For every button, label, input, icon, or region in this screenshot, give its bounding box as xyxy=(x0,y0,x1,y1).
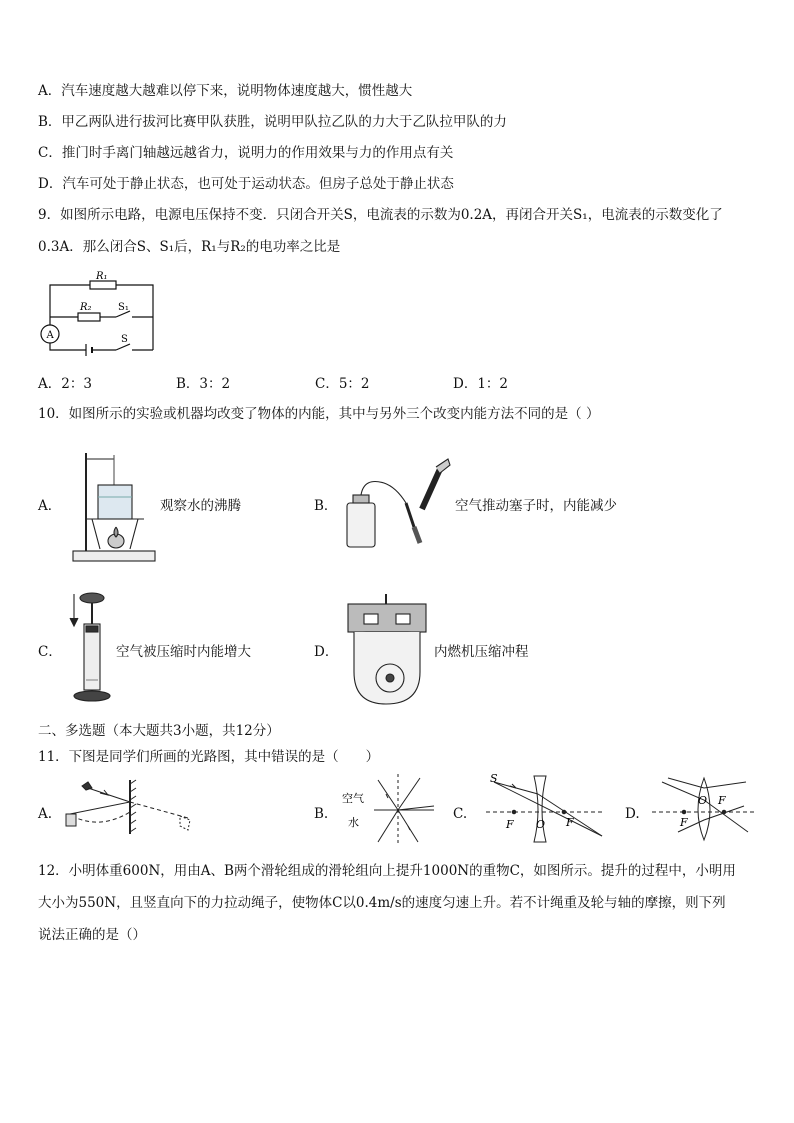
q10-a-caption: 观察水的沸腾 xyxy=(160,498,241,514)
q9-option-d: D．1：2 xyxy=(453,376,509,392)
label-o: O xyxy=(698,794,708,807)
q11-a-mirror-diagram xyxy=(60,776,200,838)
ammeter-label: A xyxy=(46,330,54,341)
q10-c-caption: 空气被压缩时内能增大 xyxy=(116,644,251,660)
label-s: S xyxy=(490,772,498,785)
label-f-left: F xyxy=(680,816,688,829)
q8-option-c: C．推门时手离门轴越远越省力，说明力的作用效果与力的作用点有关 xyxy=(38,145,454,161)
q9-option-b: B．3：2 xyxy=(176,376,231,392)
q11-b-refraction-diagram xyxy=(338,772,438,848)
q9-option-c: C．5：2 xyxy=(315,376,370,392)
label-f-right: F xyxy=(718,794,726,807)
label-r2: R₂ xyxy=(80,302,92,313)
label-s: S xyxy=(121,334,128,345)
q11-c-concave-lens-diagram xyxy=(480,772,605,844)
q10-b-bottle-pump xyxy=(344,455,454,553)
label-air: 空气 xyxy=(342,792,364,805)
q10-c-letter: C． xyxy=(38,644,62,660)
q11-d-convex-lens-diagram xyxy=(648,774,758,844)
label-f-left: F xyxy=(506,818,514,831)
q10-stem: 10．如图所示的实验或机器均改变了物体的内能，其中与另外三个改变内能方法不同的是（ ） xyxy=(38,406,600,422)
q10-d-letter: D． xyxy=(314,644,339,660)
label-o: O xyxy=(536,818,546,831)
label-water: 水 xyxy=(348,816,359,829)
resistor-r1 xyxy=(90,281,116,289)
q10-a-boiling-apparatus xyxy=(70,445,160,565)
q8-option-b: B．甲乙两队进行拔河比赛甲队获胜，说明甲队拉乙队的力大于乙队拉甲队的力 xyxy=(38,114,507,130)
q12-stem-line3: 说法正确的是（） xyxy=(38,927,146,943)
q12-stem-line2: 大小为550N，且竖直向下的力拉动绳子，使物体C以0.4m/s的速度匀速上升。若不计绳重及轮与轴的摩擦，则下列 xyxy=(38,895,726,911)
q11-d-letter: D. xyxy=(625,806,640,822)
q10-c-compression-cylinder xyxy=(64,590,112,705)
q8-option-d: D．汽车可处于静止状态，也可处于运动状态。但房子总处于静止状态 xyxy=(38,176,454,192)
q10-d-caption: 内燃机压缩冲程 xyxy=(434,644,529,660)
q10-a-letter: A． xyxy=(38,498,62,514)
q8-option-a: A．汽车速度越大越难以停下来，说明物体速度越大，惯性越大 xyxy=(38,83,413,99)
q10-b-letter: B． xyxy=(314,498,338,514)
q10-b-caption: 空气推动塞子时，内能减少 xyxy=(455,498,617,514)
label-s1: S₁ xyxy=(118,302,129,313)
q11-stem: 11．下图是同学们所画的光路图，其中错误的是（ ） xyxy=(38,749,380,765)
q9-option-a: A．2：3 xyxy=(38,376,92,392)
q11-b-letter: B. xyxy=(314,806,329,822)
resistor-r2 xyxy=(78,313,100,321)
q9-circuit-diagram xyxy=(38,270,163,360)
section2-heading: 二、多选题（本大题共3小题，共12分） xyxy=(38,723,280,739)
q9-stem-line1: 9．如图所示电路，电源电压保持不变．只闭合开关S，电流表的示数为0.2A，再闭合开关S₁，电流表的示数变化了 xyxy=(38,207,723,223)
q12-stem-line1: 12．小明体重600N，用由A、B两个滑轮组成的滑轮组向上提升1000N的重物C，如图所示。提升的过程中，小明用 xyxy=(38,863,736,879)
q10-d-engine xyxy=(342,592,432,710)
label-f-right: F xyxy=(566,816,574,829)
q11-c-letter: C. xyxy=(453,806,468,822)
q9-stem-line2: 0.3A．那么闭合S、S₁后，R₁与R₂的电功率之比是 xyxy=(38,239,341,255)
label-r1: R₁ xyxy=(96,271,108,282)
q11-a-letter: A. xyxy=(38,806,53,822)
